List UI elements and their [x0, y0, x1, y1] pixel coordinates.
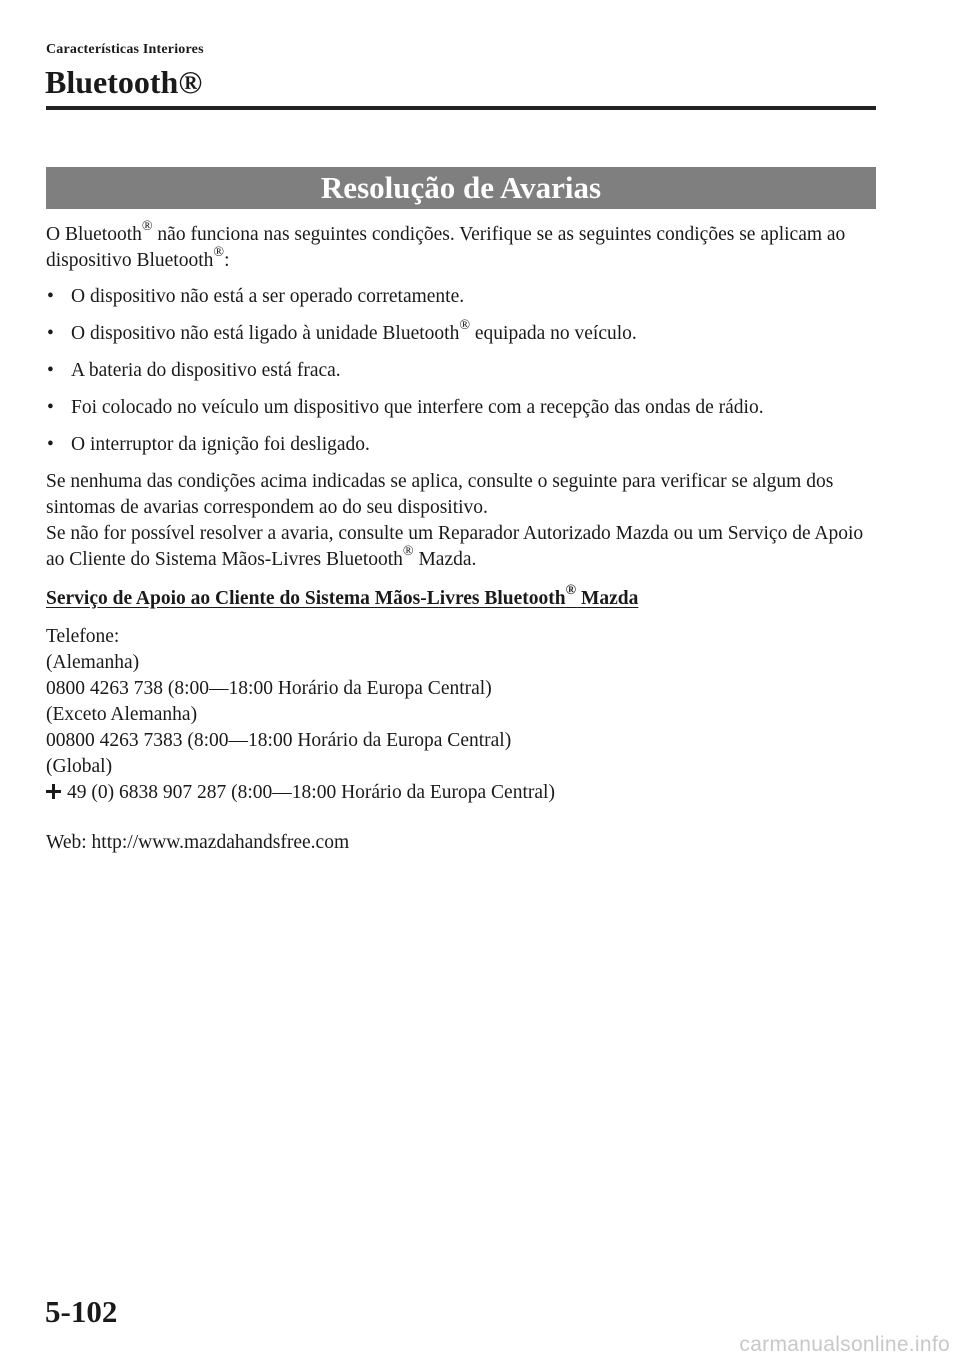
- contact-advice-text-2: Mazda.: [413, 549, 477, 570]
- list-item: [46, 317, 878, 347]
- global-label: (Global): [46, 756, 113, 777]
- page-number: 5-102: [45, 1294, 118, 1329]
- phone-label: Telefone:: [46, 626, 120, 647]
- service-heading-text-1: Serviço de Apoio ao Cliente do Sistema Mãos-Livres Bluetooth: [46, 588, 566, 609]
- contact-advice-paragraph: [46, 521, 878, 573]
- section-label: Características Interiores: [46, 42, 204, 57]
- contact-advice-text-1: Se não for possível resolver a avaria, consulte um Reparador Autorizado Mazda ou um Serviço de Apoio ao Cliente do Sistema Mãos-Livres Bluetooth: [46, 523, 864, 570]
- list-item-text: O dispositivo não está a ser operado corretamente.: [71, 286, 465, 307]
- list-item: [46, 284, 878, 310]
- bullet-icon: •: [47, 434, 54, 455]
- intro-text-1: O Bluetooth: [46, 224, 142, 245]
- condition-list: [46, 284, 878, 458]
- registered-mark: ®: [213, 244, 225, 261]
- registered-mark: ®: [141, 218, 153, 235]
- global-number: 49 (0) 6838 907 287 (8:00—18:00 Horário da Europa Central): [67, 782, 555, 803]
- intro-text-3: :: [224, 250, 230, 271]
- advice-paragraph: Se nenhuma das condições acima indicadas se aplica, consulte o seguinte para verificar se algum dos sintomas de avarias correspondem ao do seu dispositivo.: [46, 471, 834, 518]
- content-body: [46, 218, 878, 856]
- bullet-icon: •: [47, 397, 54, 418]
- list-item-text-after: equipada no veículo.: [470, 323, 637, 344]
- except-germany-number: 00800 4263 7383 (8:00—18:00 Horário da Europa Central): [46, 730, 512, 751]
- web-address: Web: http://www.mazdahandsfree.com: [46, 832, 350, 853]
- registered-mark: ®: [459, 317, 470, 334]
- list-item-text: O interruptor da ignição foi desligado.: [71, 434, 370, 455]
- global-number-line: [46, 780, 878, 806]
- section-title: Resolução de Avarias: [320, 170, 602, 205]
- intro-paragraph: [46, 218, 878, 274]
- bullet-icon: •: [47, 360, 54, 381]
- list-item-text: A bateria do dispositivo está fraca.: [71, 360, 341, 381]
- list-item-text: Foi colocado no veículo um dispositivo que interfere com a recepção das ondas de rádio.: [71, 397, 764, 418]
- list-item: [46, 432, 878, 458]
- registered-mark: ®: [565, 582, 577, 599]
- service-heading: [46, 582, 878, 612]
- list-item-text: O dispositivo não está ligado à unidade Bluetooth: [71, 323, 460, 344]
- header-rule: [46, 106, 876, 110]
- except-germany-label: (Exceto Alemanha): [46, 704, 198, 725]
- bullet-icon: •: [47, 323, 54, 344]
- list-item: [46, 395, 878, 421]
- watermark: carmanualsonline.info: [739, 1333, 950, 1356]
- service-heading-text-2: Mazda: [576, 588, 639, 609]
- list-item: [46, 358, 878, 384]
- germany-number: 0800 4263 738 (8:00—18:00 Horário da Europa Central): [46, 678, 492, 699]
- intro-text-2: não funciona nas seguintes condições. Verifique se as seguintes condições se aplicam ao dispositivo Bluetooth: [46, 224, 846, 271]
- plus-icon: [46, 784, 61, 799]
- bullet-icon: •: [47, 286, 54, 307]
- section-title-band: [46, 167, 876, 209]
- phone-block: [46, 624, 878, 806]
- registered-mark: ®: [402, 543, 414, 560]
- chapter-title: Bluetooth®: [45, 64, 203, 100]
- germany-label: (Alemanha): [46, 652, 140, 673]
